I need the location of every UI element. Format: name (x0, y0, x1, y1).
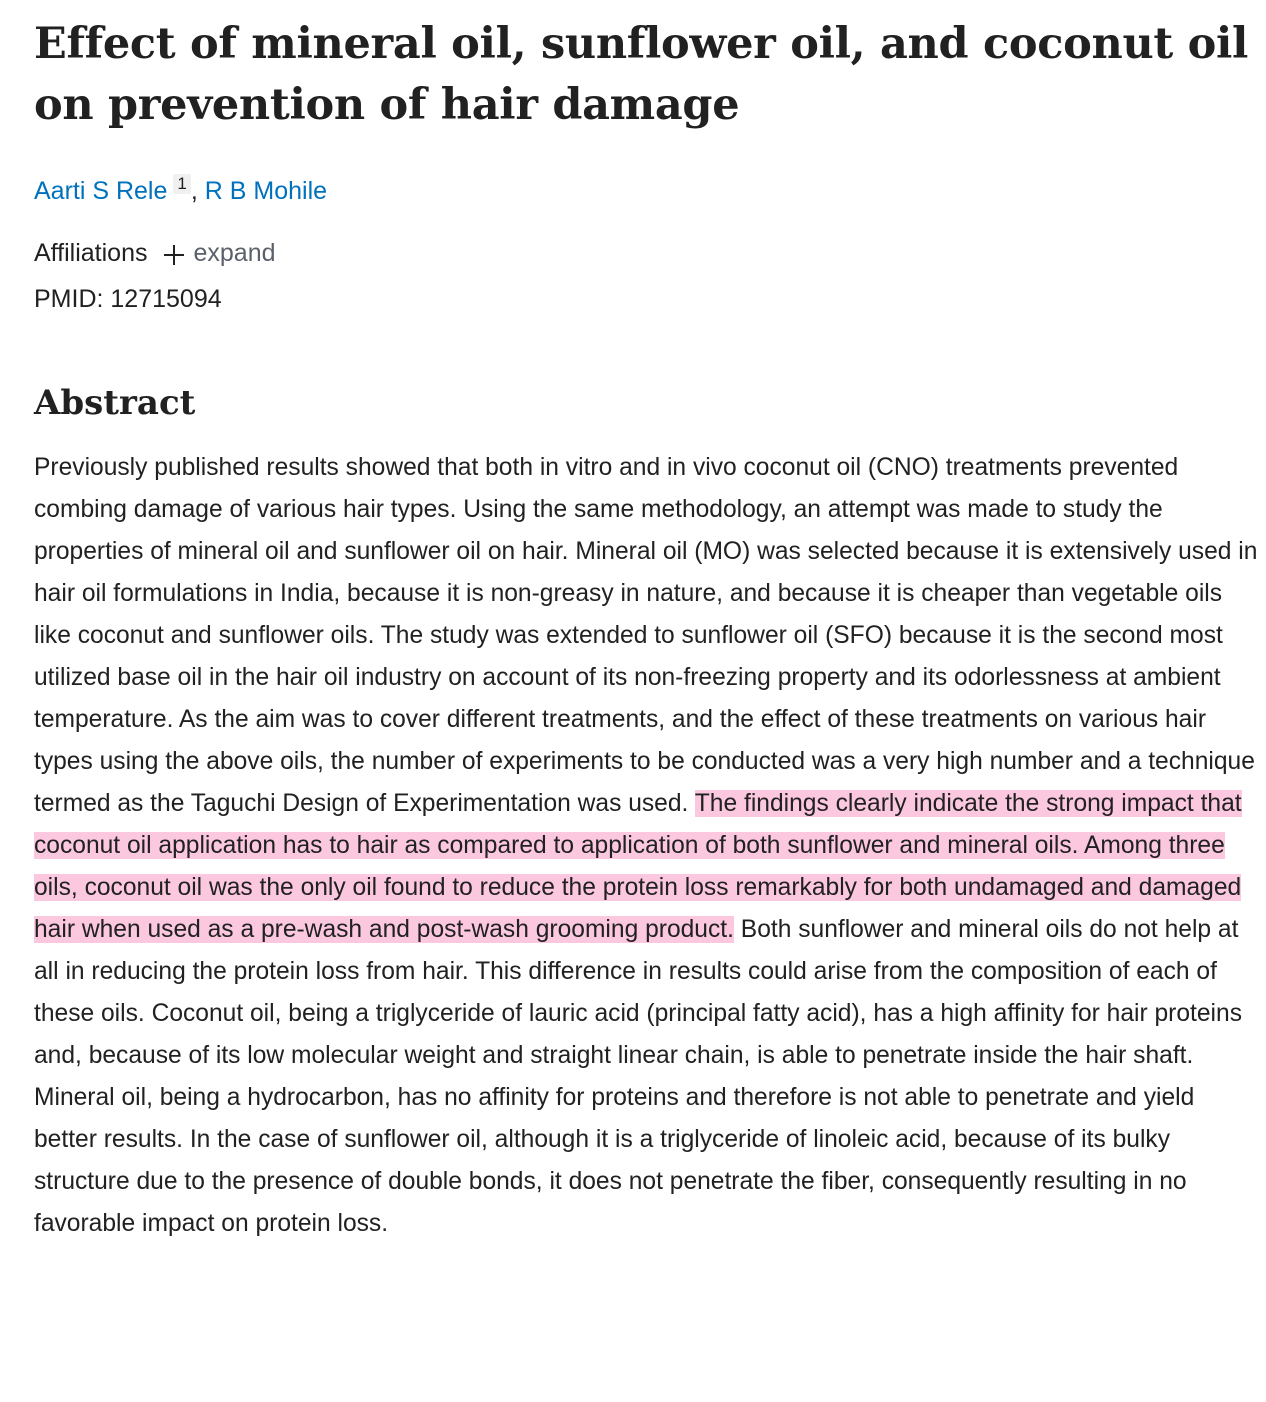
abstract-heading: Abstract (34, 383, 196, 423)
abstract-text (34, 447, 1259, 1245)
affiliations-expand-button[interactable] (164, 237, 276, 269)
expand-label: expand (193, 239, 276, 267)
affiliations-row (34, 237, 1259, 269)
pmid-label: PMID: (34, 285, 104, 313)
article-page (34, 0, 1259, 1245)
affiliation-marker[interactable]: 1 (173, 174, 190, 194)
authors-list (34, 174, 1259, 207)
abstract-highlighted-text: The findings clearly indicate the strong impact that coconut oil application has to hair as compared to application of both sunflower and mineral oils. Among three oils, coconut oil was the only oil found to reduce the protein loss remarkably for both undamaged and damaged hair when used as a pre-wash and post-wash grooming product. (34, 790, 1242, 943)
abstract-text-before: Previously published results showed that both in vitro and in vivo coconut oil (CNO) treatments prevented combing damage of various hair types. Using the same methodology, an attempt was made to study the properties of mineral oil and sunflower oil on hair. Mineral oil (MO) was selected because it is extensively used in hair oil formulations in India, because it is non-greasy in nature, and because it is cheaper than vegetable oils like coconut and sunflower oils. The study was extended to sunflower oil (SFO) because it is the second most utilized base oil in the hair oil industry on account of its non-freezing property and its odorlessness at ambient temperature. As the aim was to cover different treatments, and the effect of these treatments on various hair types using the above oils, the number of experiments to be conducted was a very high number and a technique termed as the Taguchi Design of Experimentation was used. (34, 454, 1258, 817)
article-title: Effect of mineral oil, sunflower oil, and coconut oil on prevention of hair damage (34, 19, 1249, 130)
abstract-text-after: Both sunflower and mineral oils do not help at all in reducing the protein loss from hair. This difference in results could arise from the composition of each of these oils. Coconut oil, being a triglyceride of lauric acid (principal fatty acid), has a high affinity for hair proteins and, because of its low molecular weight and straight linear chain, is able to penetrate inside the hair shaft. Mineral oil, being a hydrocarbon, has no affinity for proteins and therefore is not able to penetrate and yield better results. In the case of sunflower oil, although it is a triglyceride of linoleic acid, because of its bulky structure due to the presence of double bonds, it does not penetrate the fiber, consequently resulting in no favorable impact on protein loss. (34, 916, 1242, 1237)
author-link-1[interactable]: Aarti S Rele (34, 177, 168, 205)
pmid (34, 283, 1259, 315)
author-link-2[interactable]: R B Mohile (204, 177, 328, 205)
author-separator: , (190, 177, 205, 205)
pmid-value: 12715094 (110, 285, 222, 313)
affiliations-label: Affiliations (34, 239, 148, 267)
plus-icon (164, 245, 184, 265)
